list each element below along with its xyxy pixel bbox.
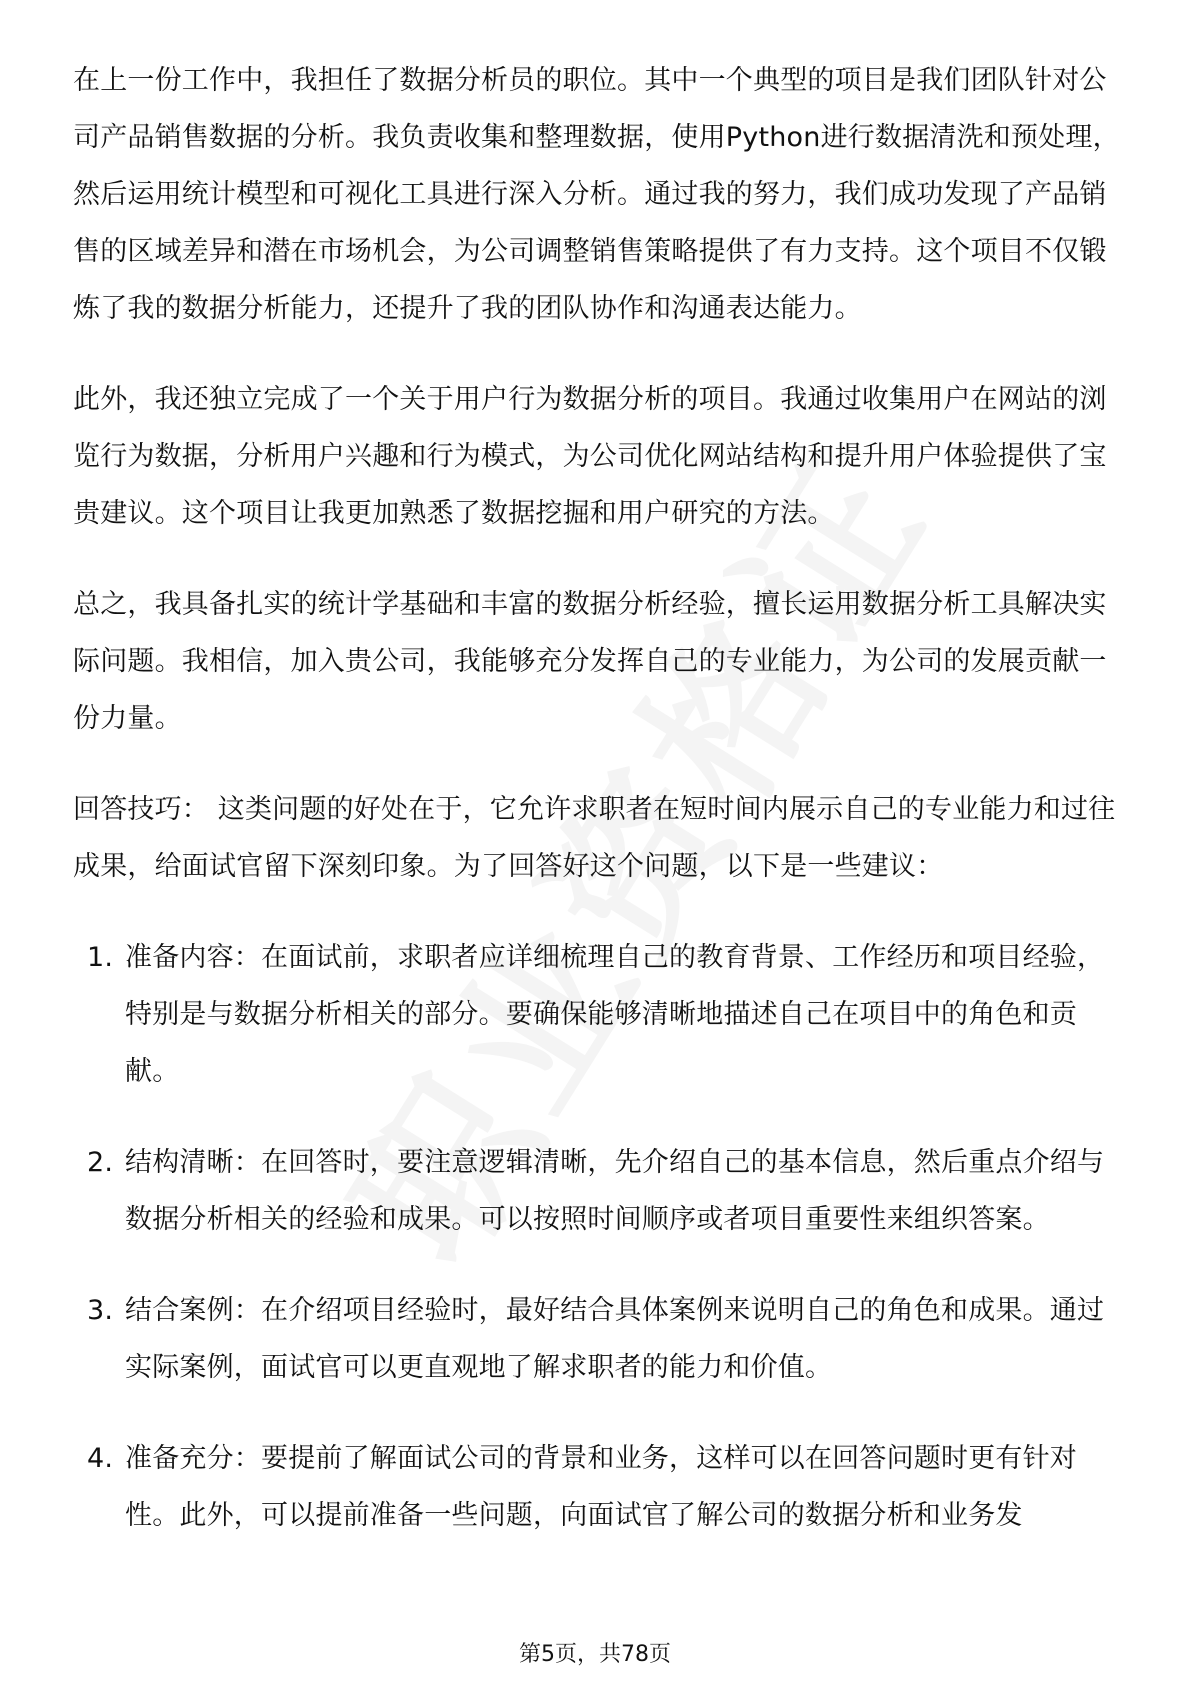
list-item-text: 结构清晰：在回答时，要注意逻辑清晰，先介绍自己的基本信息，然后重点介绍与数据分析相关的经验和成果。可以按照时间顺序或者项目重要性来组织答案。 bbox=[125, 1147, 1105, 1235]
tips-list bbox=[73, 929, 1123, 1544]
list-item-number: 1. bbox=[87, 942, 114, 973]
list-item-number: 4. bbox=[87, 1443, 114, 1474]
paragraph-user-behavior-project: 此外，我还独立完成了一个关于用户行为数据分析的项目。我通过收集用户在网站的浏览行为数据，分析用户兴趣和行为模式，为公司优化网站结构和提升用户体验提供了宝贵建议。这个项目让我更加熟悉了数据挖掘和用户研究的方法。 bbox=[73, 384, 1107, 529]
list-item bbox=[73, 929, 1123, 1100]
list-item bbox=[73, 1134, 1123, 1248]
list-item bbox=[73, 1430, 1123, 1544]
list-item-text: 准备充分：要提前了解面试公司的背景和业务，这样可以在回答问题时更有针对性。此外，可以提前准备一些问题，向面试官了解公司的数据分析和业务发 bbox=[125, 1443, 1077, 1531]
list-item-text: 准备内容：在面试前，求职者应详细梳理自己的教育背景、工作经历和项目经验，特别是与数据分析相关的部分。要确保能够清晰地描述自己在项目中的角色和贡献。 bbox=[125, 942, 1105, 1087]
list-item-number: 3. bbox=[87, 1295, 114, 1326]
paragraph-answer-tips-intro: 回答技巧： 这类问题的好处在于，它允许求职者在短时间内展示自己的专业能力和过往成果，给面试官留下深刻印象。为了回答好这个问题，以下是一些建议： bbox=[73, 794, 1116, 882]
paragraph-summary: 总之，我具备扎实的统计学基础和丰富的数据分析经验，擅长运用数据分析工具解决实际问题。我相信，加入贵公司，我能够充分发挥自己的专业能力，为公司的发展贡献一份力量。 bbox=[73, 589, 1107, 734]
document-body bbox=[73, 52, 1123, 1578]
list-item-number: 2. bbox=[87, 1147, 114, 1178]
list-item-text: 结合案例：在介绍项目经验时，最好结合具体案例来说明自己的角色和成果。通过实际案例，面试官可以更直观地了解求职者的能力和价值。 bbox=[125, 1295, 1105, 1383]
paragraph-work-project: 在上一份工作中，我担任了数据分析员的职位。其中一个典型的项目是我们团队针对公司产品销售数据的分析。我负责收集和整理数据，使用Python进行数据清洗和预处理，然后运用统计模型和可视化工具进行深入分析。通过我的努力，我们成功发现了产品销售的区域差异和潜在市场机会，为公司调整销售策略提供了有力支持。这个项目不仅锻炼了我的数据分析能力，还提升了我的团队协作和沟通表达能力。 bbox=[73, 65, 1120, 324]
list-item bbox=[73, 1282, 1123, 1396]
page-number: 第5页，共78页 bbox=[519, 1642, 671, 1667]
